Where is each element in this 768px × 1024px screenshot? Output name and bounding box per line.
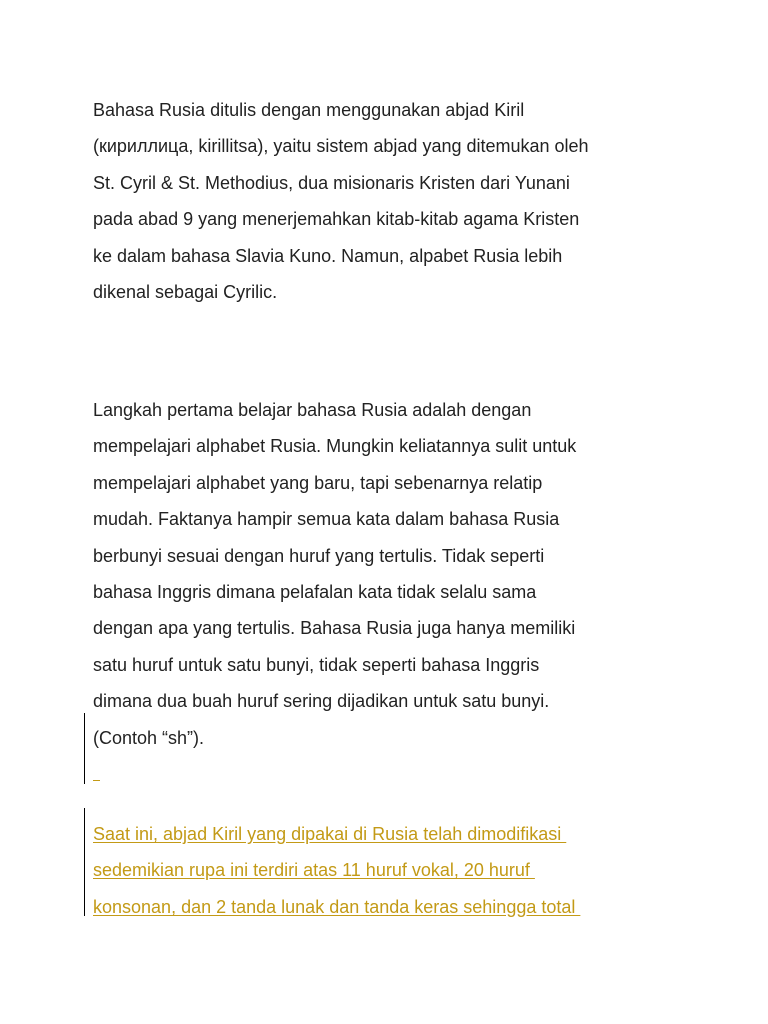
text-line: berbunyi sesuai dengan huruf yang tertulis. Tidak seperti (93, 545, 545, 566)
paragraph-cyrillic-modified-link[interactable] (93, 816, 733, 925)
revision-bar (84, 713, 85, 784)
revision-bar (84, 808, 85, 916)
text-line: ke dalam bahasa Slavia Kuno. Namun, alpabet Rusia lebih (93, 245, 563, 266)
text-line: St. Cyril & St. Methodius, dua misionaris Kristen dari Yunani (93, 172, 570, 193)
paragraph-cyrillic-intro (93, 92, 733, 310)
text-line: dimana dua buah huruf sering dijadikan untuk satu bunyi. (93, 691, 550, 712)
text-line: mempelajari alphabet yang baru, tapi sebenarnya relatip (93, 472, 543, 493)
text-line: pada abad 9 yang menerjemahkan kitab-kitab agama Kristen (93, 209, 580, 230)
paragraph-learning-alphabet (93, 392, 733, 756)
underline-mark (93, 780, 100, 781)
text-line: Bahasa Rusia ditulis dengan menggunakan abjad Kiril (93, 100, 525, 120)
text-line: mudah. Faktanya hampir semua kata dalam bahasa Rusia (93, 509, 560, 530)
link-text-line[interactable]: sedemikian rupa ini terdiri atas 11 huruf vokal, 20 huruf (93, 860, 535, 881)
link-text-line[interactable]: Saat ini, abjad Kiril yang dipakai di Rusia telah dimodifikasi (93, 824, 567, 844)
text-line: satu huruf untuk satu bunyi, tidak seperti bahasa Inggris (93, 654, 540, 675)
text-line: Langkah pertama belajar bahasa Rusia adalah dengan (93, 400, 532, 420)
text-line: mempelajari alphabet Rusia. Mungkin keliatannya sulit untuk (93, 436, 577, 457)
text-line: dengan apa yang tertulis. Bahasa Rusia juga hanya memiliki (93, 618, 576, 639)
text-line: dikenal sebagai Cyrilic. (93, 282, 278, 303)
text-line: (Contoh “sh”). (93, 727, 205, 748)
link-text-line[interactable]: konsonan, dan 2 tanda lunak dan tanda keras sehingga total (93, 896, 581, 917)
text-line: bahasa Inggris dimana pelafalan kata tidak selalu sama (93, 582, 537, 603)
text-line: (кириллица, kirillitsa), yaitu sistem abjad yang ditemukan oleh (93, 136, 589, 157)
